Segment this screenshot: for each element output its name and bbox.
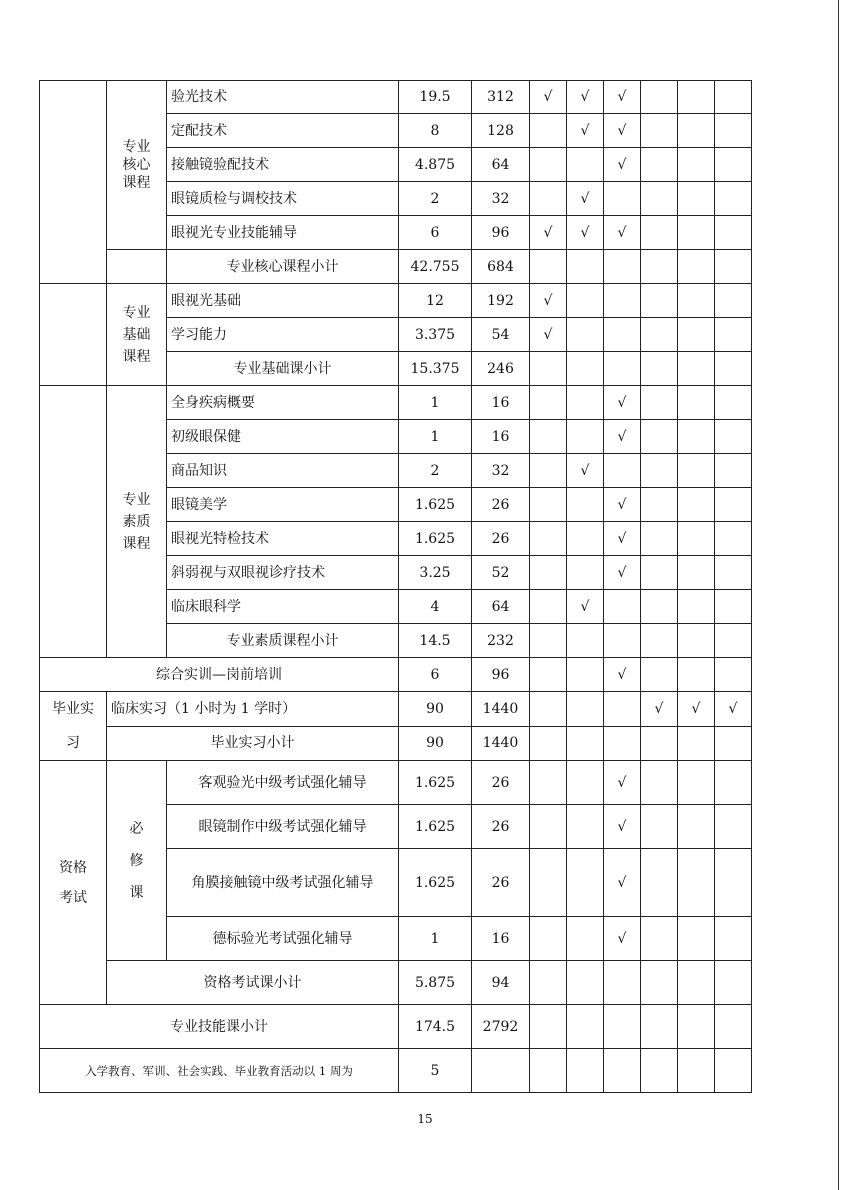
course-name: 商品知识 — [167, 454, 399, 488]
subtotal-label: 专业基础课小计 — [167, 352, 399, 386]
semester-check — [567, 522, 604, 556]
hours-cell: 96 — [472, 658, 530, 692]
course-name: 学习能力 — [167, 318, 399, 352]
credits-cell: 174.5 — [399, 1005, 472, 1049]
semester-check — [604, 318, 641, 352]
semester-check — [567, 148, 604, 182]
group-label-core: 专业 核心 课程 — [107, 81, 167, 250]
hours-cell: 16 — [472, 917, 530, 961]
credits-cell: 4 — [399, 590, 472, 624]
table-row — [40, 386, 752, 420]
subtotal-label: 资格考试课小计 — [107, 961, 399, 1005]
hours-cell: 26 — [472, 761, 530, 805]
hours-cell: 128 — [472, 114, 530, 148]
hours-cell: 232 — [472, 624, 530, 658]
hours-cell: 26 — [472, 849, 530, 917]
hours-cell: 684 — [472, 250, 530, 284]
semester-check — [567, 386, 604, 420]
group-label-basic: 专业 基础 课程 — [107, 284, 167, 386]
course-name: 客观验光中级考试强化辅导 — [167, 761, 399, 805]
semester-check — [530, 590, 567, 624]
credits-cell: 8 — [399, 114, 472, 148]
credits-cell: 1.625 — [399, 488, 472, 522]
semester-check: √ — [567, 454, 604, 488]
semester-check: √ — [604, 917, 641, 961]
course-name: 德标验光考试强化辅导 — [167, 917, 399, 961]
semester-check — [530, 454, 567, 488]
semester-check — [530, 522, 567, 556]
subtotal-label: 专业素质课程小计 — [167, 624, 399, 658]
subtotal-label: 专业技能课小计 — [40, 1005, 399, 1049]
semester-check: √ — [530, 81, 567, 114]
semester-check: √ — [604, 420, 641, 454]
credits-cell: 1 — [399, 917, 472, 961]
credits-cell: 14.5 — [399, 624, 472, 658]
hours-cell: 2792 — [472, 1005, 530, 1049]
semester-check — [567, 318, 604, 352]
hours-cell: 1440 — [472, 692, 530, 727]
credits-cell: 3.375 — [399, 318, 472, 352]
semester-check: √ — [567, 216, 604, 250]
table-row — [40, 284, 752, 318]
hours-cell: 26 — [472, 805, 530, 849]
semester-check — [604, 590, 641, 624]
semester-check: √ — [567, 590, 604, 624]
course-name: 初级眼保健 — [167, 420, 399, 454]
semester-check — [530, 420, 567, 454]
semester-check: √ — [604, 148, 641, 182]
subtotal-row — [40, 726, 752, 761]
credits-cell: 1.625 — [399, 522, 472, 556]
semester-check: √ — [678, 692, 715, 727]
table-row — [40, 81, 752, 114]
course-name: 临床实习（1 小时为 1 学时） — [107, 692, 399, 727]
course-name: 接触镜验配技术 — [167, 148, 399, 182]
credits-cell: 4.875 — [399, 148, 472, 182]
course-name: 眼镜美学 — [167, 488, 399, 522]
hours-cell: 16 — [472, 420, 530, 454]
semester-check — [530, 114, 567, 148]
semester-check: √ — [604, 805, 641, 849]
credits-cell: 5 — [399, 1049, 472, 1093]
semester-check: √ — [604, 488, 641, 522]
hours-cell: 96 — [472, 216, 530, 250]
course-name: 验光技术 — [167, 81, 399, 114]
hours-cell: 94 — [472, 961, 530, 1005]
hours-cell: 1440 — [472, 726, 530, 761]
credits-cell: 90 — [399, 726, 472, 761]
semester-check: √ — [604, 849, 641, 917]
credits-cell: 12 — [399, 284, 472, 318]
credits-cell: 1 — [399, 420, 472, 454]
semester-check — [530, 556, 567, 590]
credits-cell: 2 — [399, 182, 472, 216]
training-row — [40, 658, 752, 692]
semester-check: √ — [530, 284, 567, 318]
credits-cell: 1.625 — [399, 805, 472, 849]
credits-cell: 1.625 — [399, 761, 472, 805]
entry-education-label: 入学教育、军训、社会实践、毕业教育活动以 1 周为 — [40, 1049, 399, 1093]
group-label-required: 必 修 课 — [107, 761, 167, 961]
semester-check: √ — [604, 761, 641, 805]
credits-cell: 90 — [399, 692, 472, 727]
course-name: 全身疾病概要 — [167, 386, 399, 420]
subtotal-row — [40, 250, 752, 284]
semester-check: √ — [567, 182, 604, 216]
semester-check: √ — [604, 81, 641, 114]
course-name: 斜弱视与双眼视诊疗技术 — [167, 556, 399, 590]
hours-cell: 54 — [472, 318, 530, 352]
semester-check — [567, 420, 604, 454]
group-label-internship: 毕业实 习 — [40, 692, 107, 761]
semester-check — [604, 284, 641, 318]
semester-check — [530, 182, 567, 216]
semester-check — [567, 284, 604, 318]
group-label-exam: 资格 考试 — [40, 761, 107, 1005]
hours-cell: 312 — [472, 81, 530, 114]
hours-cell: 64 — [472, 148, 530, 182]
semester-check: √ — [567, 114, 604, 148]
semester-check: √ — [604, 522, 641, 556]
page-number: 15 — [417, 1112, 433, 1126]
hours-cell: 32 — [472, 182, 530, 216]
credits-cell: 1 — [399, 386, 472, 420]
semester-check — [567, 488, 604, 522]
training-label: 综合实训—岗前培训 — [40, 658, 399, 692]
hours-cell: 26 — [472, 488, 530, 522]
page-edge-line — [838, 0, 839, 1190]
semester-check: √ — [530, 216, 567, 250]
semester-check — [715, 81, 752, 114]
credits-cell: 3.25 — [399, 556, 472, 590]
hours-cell: 246 — [472, 352, 530, 386]
semester-check: √ — [530, 318, 567, 352]
semester-check — [530, 148, 567, 182]
credits-cell: 42.755 — [399, 250, 472, 284]
table-row — [40, 692, 752, 727]
group-label-quality: 专业 素质 课程 — [107, 386, 167, 658]
semester-check: √ — [604, 216, 641, 250]
semester-check: √ — [641, 692, 678, 727]
group-cell-blank — [40, 81, 107, 284]
course-name: 眼镜制作中级考试强化辅导 — [167, 805, 399, 849]
semester-check: √ — [567, 81, 604, 114]
course-name: 临床眼科学 — [167, 590, 399, 624]
credits-cell: 6 — [399, 216, 472, 250]
subtotal-row — [40, 961, 752, 1005]
credits-cell: 19.5 — [399, 81, 472, 114]
course-name: 眼视光专业技能辅导 — [167, 216, 399, 250]
semester-check: √ — [604, 386, 641, 420]
subtotal-row — [40, 1005, 752, 1049]
semester-check: √ — [604, 658, 641, 692]
semester-check: √ — [604, 114, 641, 148]
course-name: 定配技术 — [167, 114, 399, 148]
course-name: 角膜接触镜中级考试强化辅导 — [167, 849, 399, 917]
semester-check — [678, 81, 715, 114]
semester-check — [530, 386, 567, 420]
course-name: 眼镜质检与调校技术 — [167, 182, 399, 216]
semester-check — [604, 182, 641, 216]
hours-cell: 52 — [472, 556, 530, 590]
table-row — [40, 1049, 752, 1093]
table-row — [40, 761, 752, 805]
semester-check — [567, 556, 604, 590]
hours-cell: 192 — [472, 284, 530, 318]
semester-check — [641, 81, 678, 114]
subtotal-label: 毕业实习小计 — [107, 726, 399, 761]
hours-cell: 26 — [472, 522, 530, 556]
semester-check — [530, 488, 567, 522]
credits-cell: 5.875 — [399, 961, 472, 1005]
credits-cell: 2 — [399, 454, 472, 488]
hours-cell: 16 — [472, 386, 530, 420]
course-name: 眼视光基础 — [167, 284, 399, 318]
curriculum-table — [39, 80, 752, 1093]
hours-cell: 32 — [472, 454, 530, 488]
credits-cell: 6 — [399, 658, 472, 692]
semester-check: √ — [604, 556, 641, 590]
course-name: 眼视光特检技术 — [167, 522, 399, 556]
subtotal-label: 专业核心课程小计 — [167, 250, 399, 284]
semester-check — [604, 454, 641, 488]
hours-cell: 64 — [472, 590, 530, 624]
semester-check: √ — [715, 692, 752, 727]
credits-cell: 15.375 — [399, 352, 472, 386]
credits-cell: 1.625 — [399, 849, 472, 917]
